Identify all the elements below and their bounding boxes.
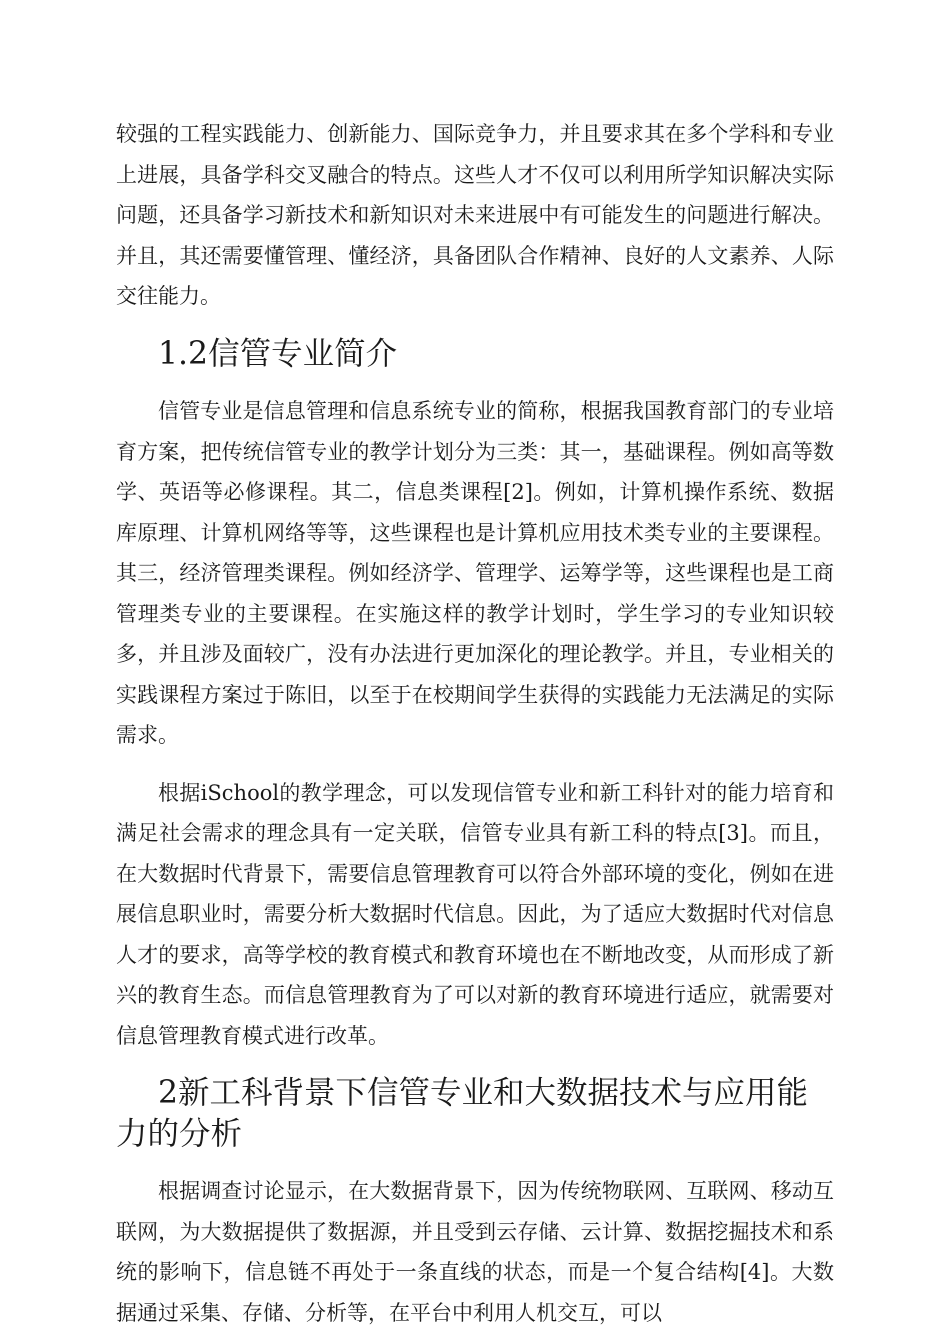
paragraph-ischool-concept: 根据iSchool的教学理念，可以发现信管专业和新工科针对的能力培育和满足社会需求的理念具有一定关联，信管专业具有新工科的特点[3]。而且，在大数据时代背景下，需要信息管理教育可以符合外部环境的变化，例如在进展信息职业时，需要分析大数据时代信息。因此，为了适应大数据时代对信息人才的要求，高等学校的教育模式和教育环境也在不断地改变，从而形成了新兴的教育生态。而信息管理教育为了可以对新的教育环境进行适应，就需要对信息管理教育模式进行改革。 bbox=[116, 780, 834, 1048]
section-heading-1-2: 1.2信管专业简介 bbox=[158, 335, 398, 372]
section-heading-2: 2新工科背景下信管专业和大数据技术与应用能力的分析 bbox=[116, 1075, 809, 1152]
paragraph-info-mgmt-major: 信管专业是信息管理和信息系统专业的简称，根据我国教育部门的专业培育方案，把传统信管专业的教学计划分为三类：其一，基础课程。例如高等数学、英语等必修课程。其二，信息类课程[2]。例如，计算机操作系统、数据库原理、计算机网络等等，这些课程也是计算机应用技术类专业的主要课程。其三，经济管理类课程。例如经济学、管理学、运筹学等，这些课程也是工商管理类专业的主要课程。在实施这样的教学计划时，学生学习的专业知识较多，并且涉及面较广，没有办法进行更加深化的理论教学。并且，专业相关的实践课程方案过于陈旧，以至于在校期间学生获得的实践能力无法满足的实际需求。 bbox=[116, 399, 834, 747]
paragraph-big-data-analysis: 根据调查讨论显示，在大数据背景下，因为传统物联网、互联网、移动互联网，为大数据提供了数据源，并且受到云存储、云计算、数据挖掘技术和系统的影响下，信息链不再处于一条直线的状态，而是一个复合结构[4]。大数据通过采集、存储、分析等，在平台中利用人机交互，可以 bbox=[116, 1179, 834, 1325]
paragraph-intro-continued: 较强的工程实践能力、创新能力、国际竞争力，并且要求其在多个学科和专业上进展，具备学科交叉融合的特点。这些人才不仅可以利用所学知识解决实际问题，还具备学习新技术和新知识对未来进展中有可能发生的问题进行解决。并且，其还需要懂管理、懂经济，具备团队合作精神、良好的人文素养、人际交往能力。 bbox=[116, 122, 834, 308]
document-page bbox=[116, 114, 834, 1333]
